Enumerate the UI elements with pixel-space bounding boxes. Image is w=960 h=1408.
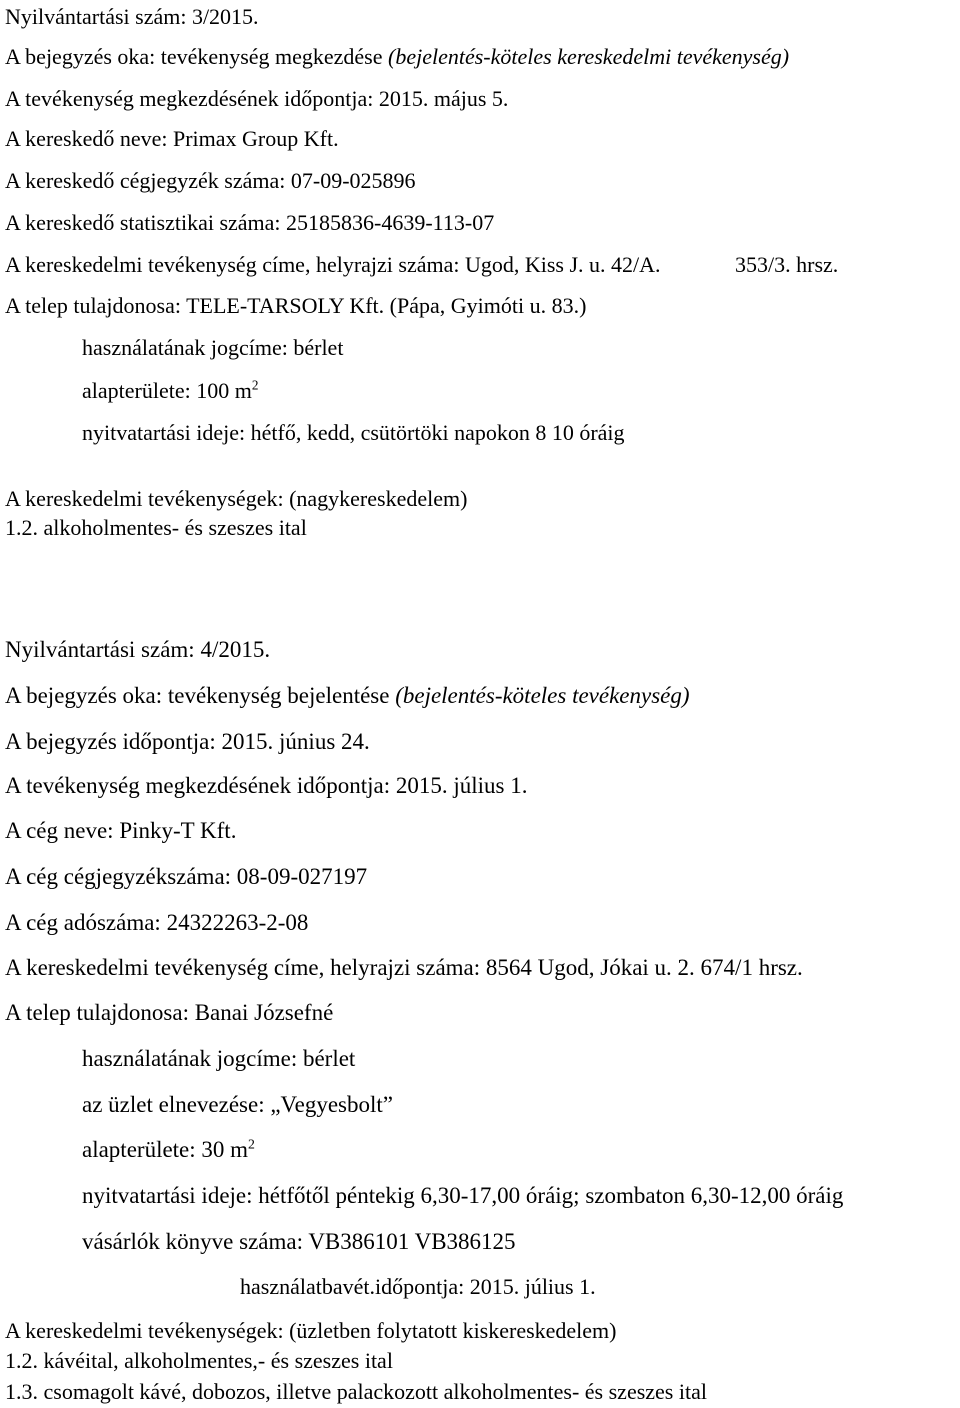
entry2-company-name: A cég neve: Pinky-T Kft.: [5, 818, 237, 843]
entry1-use-title: használatának jogcíme: bérlet: [82, 335, 344, 360]
entry1-address: A kereskedelmi tevékenység címe, helyrajzi száma: Ugod, Kiss J. u. 42/A.: [5, 252, 661, 277]
entry1-reason-italic: (bejelentés-köteles kereskedelmi tevékenység): [388, 44, 790, 69]
entry1-activities-title: A kereskedelmi tevékenységek: (nagykereskedelem): [5, 486, 468, 511]
entry1-lot-number: 353/3. hrsz.: [735, 252, 839, 277]
entry2-use-date: használatbavét.időpontja: 2015. július 1.: [240, 1274, 596, 1299]
entry1-area-text: alapterülete: 100 m: [82, 378, 252, 403]
entry2-shop-name: az üzlet elnevezése: „Vegyesbolt”: [82, 1092, 393, 1117]
entry1-activity-item: 1.2. alkoholmentes- és szeszes ital: [5, 515, 307, 540]
entry2-reason-text: A bejegyzés oka: tevékenység bejelentése: [5, 683, 396, 708]
entry1-owner: A telep tulajdonosa: TELE-TARSOLY Kft. (Pápa, Gyimóti u. 83.): [5, 293, 587, 318]
entry2-start-date: A tevékenység megkezdésének időpontja: 2015. július 1.: [5, 773, 528, 798]
entry2-activity-item: 1.3. csomagolt kávé, dobozos, illetve palackozott alkoholmentes- és szeszes ital: [5, 1379, 707, 1404]
entry1-statistical-number: A kereskedő statisztikai száma: 25185836-4639-113-07: [5, 210, 495, 235]
entry2-registration-number: Nyilvántartási szám: 4/2015.: [5, 637, 271, 662]
entry2-activity-item: 1.2. kávéital, alkoholmentes,- és szeszes ital: [5, 1348, 393, 1373]
entry1-company-registration: A kereskedő cégjegyzék száma: 07-09-025896: [5, 168, 416, 193]
entry2-entry-date: A bejegyzés időpontja: 2015. június 24.: [5, 729, 370, 754]
entry1-opening-hours: nyitvatartási ideje: hétfő, kedd, csütörtöki napokon 8 10 óráig: [82, 420, 625, 445]
entry2-address: A kereskedelmi tevékenység címe, helyrajzi száma: 8564 Ugod, Jókai u. 2. 674/1 hrsz.: [5, 955, 803, 980]
entry2-company-registration: A cég cégjegyzékszáma: 08-09-027197: [5, 864, 368, 889]
entry2-activities-title: A kereskedelmi tevékenységek: (üzletben folytatott kiskereskedelem): [5, 1318, 617, 1343]
entry1-trader-name: A kereskedő neve: Primax Group Kft.: [5, 126, 339, 151]
entry2-area-text: alapterülete: 30 m: [82, 1137, 249, 1162]
entry2-use-title: használatának jogcíme: bérlet: [82, 1046, 356, 1071]
entry2-owner: A telep tulajdonosa: Banai Józsefné: [5, 1000, 334, 1025]
entry2-reason-italic: (bejelentés-köteles tevékenység): [395, 683, 690, 708]
entry1-area: [82, 377, 259, 403]
entry1-reason: [5, 46, 789, 68]
entry2-area: [82, 1138, 255, 1161]
entry1-reason-text: A bejegyzés oka: tevékenység megkezdése: [5, 44, 389, 69]
entry2-reason: [5, 684, 690, 707]
entry1-registration-number: Nyilvántartási szám: 3/2015.: [5, 4, 259, 29]
entry2-complaint-book: vásárlók könyve száma: VB386101 VB386125: [82, 1229, 516, 1254]
entry2-area-superscript: 2: [248, 1136, 255, 1152]
entry2-tax-number: A cég adószáma: 24322263-2-08: [5, 910, 309, 935]
entry1-start-date: A tevékenység megkezdésének időpontja: 2015. május 5.: [5, 86, 509, 111]
entry1-area-superscript: 2: [251, 377, 259, 393]
entry2-opening-hours: nyitvatartási ideje: hétfőtől péntekig 6,30-17,00 óráig; szombaton 6,30-12,00 óráig: [82, 1183, 844, 1208]
